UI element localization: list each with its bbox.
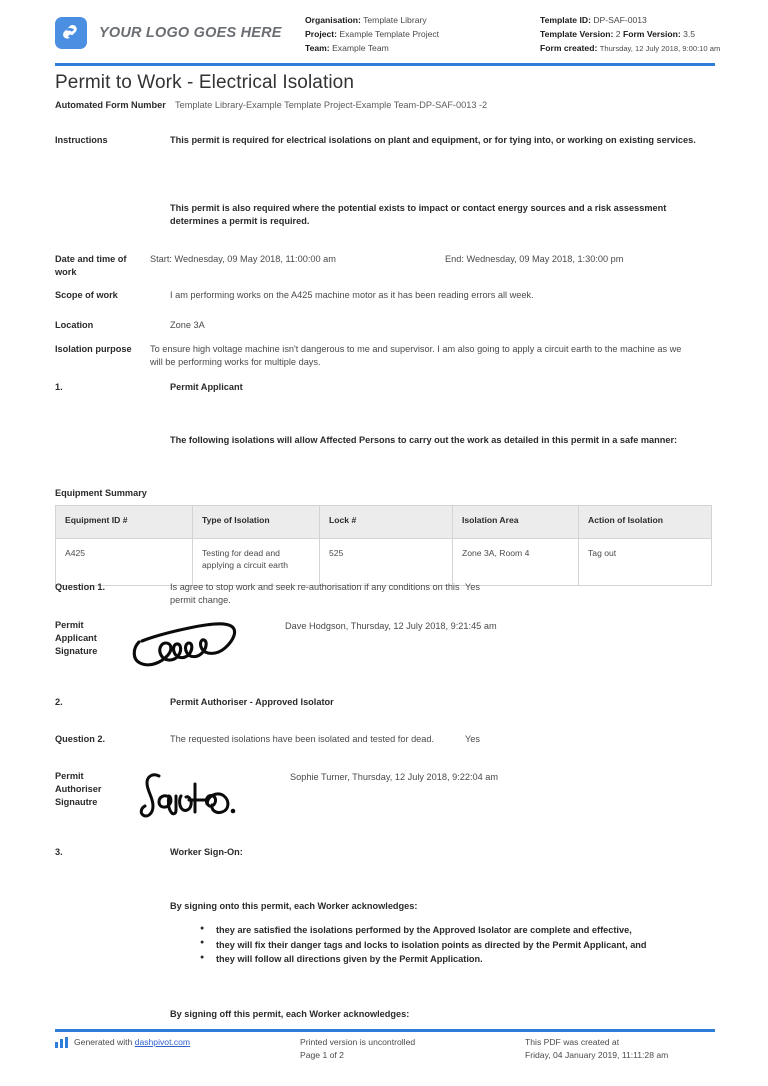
meta-team-value: Example Team	[332, 42, 389, 53]
question-body	[170, 733, 715, 746]
meta-form-created-label: Form created:	[540, 42, 598, 53]
field-label: Date and time of work	[55, 254, 127, 278]
section-3-heading-row	[55, 846, 715, 859]
field-value: Template Library-Example Template Project-Example Team-DP-SAF-0013 -2	[175, 100, 488, 110]
field-instructions-secondary	[55, 202, 715, 229]
permit-applicant-signature-row	[55, 619, 715, 669]
handwritten-signature-sophie-turner	[125, 770, 290, 822]
table-header-row	[56, 506, 712, 539]
question-label: Question 1.	[55, 582, 106, 592]
footer-uncontrolled-note: Printed version is uncontrolled	[300, 1037, 416, 1047]
meta-template-id-value: DP-SAF-0013	[593, 15, 647, 25]
question-text: Is agree to stop work and seek re-authorisation if any conditions on this permit change.	[170, 582, 460, 606]
cell-lock: 525	[320, 539, 453, 586]
dashpivot-s-logo-icon	[55, 17, 87, 49]
cell-type-of-isolation: Testing for dead and applying a circuit earth	[193, 539, 320, 586]
field-scope-of-work	[55, 289, 715, 302]
column-header-lock: Lock #	[320, 506, 453, 539]
meta-template-version-label: Template Version:	[540, 28, 614, 39]
cell-equipment-id: A425	[56, 539, 193, 586]
header-accent-rule	[55, 63, 715, 66]
list-item: ● they will follow all directions given by the Permit Application.	[200, 953, 745, 967]
field-value: To ensure high voltage machine isn't dangerous to me and supervisor. I am also going to apply a circuit earth to the machine as we will be performing works for multiple days.	[150, 344, 682, 368]
meta-form-version-value: 3.5	[683, 28, 696, 39]
sign-on-intro: By signing onto this permit, each Worker acknowledges:	[170, 901, 418, 911]
logo-block	[55, 14, 305, 49]
cell-isolation-area: Zone 3A, Room 4	[453, 539, 579, 586]
meta-organisation-label: Organisation:	[305, 15, 361, 25]
footer-generated-by	[55, 1036, 300, 1063]
field-value: I am performing works on the A425 machine motor as it has been reading errors all week.	[170, 290, 534, 300]
section-heading: Permit Authoriser - Approved Isolator	[170, 697, 334, 707]
column-header-equipment-id: Equipment ID #	[56, 506, 193, 539]
field-value: Zone 3A	[170, 320, 205, 330]
header-meta-right	[540, 14, 720, 56]
field-label: Isolation purpose	[55, 344, 132, 354]
list-item: ● they will fix their danger tags and locks to isolation points as directed by the Permit Applicant, and	[200, 939, 745, 953]
meta-form-version-label: Form Version:	[622, 28, 681, 39]
footer-created-label: This PDF was created at	[525, 1037, 620, 1047]
header-meta-left	[305, 14, 540, 56]
question-body	[170, 581, 715, 608]
field-label: Scope of work	[55, 290, 118, 300]
section-1-heading-row	[55, 381, 715, 394]
meta-team-label: Team:	[305, 42, 330, 53]
work-start-datetime: Start: Wednesday, 09 May 2018, 11:00:00 am	[150, 254, 336, 264]
footer-accent-rule	[55, 1029, 715, 1032]
section-heading: Worker Sign-On:	[170, 847, 243, 857]
cell-action-of-isolation: Tag out	[579, 539, 712, 586]
field-label: Instructions	[55, 135, 108, 145]
sign-on-intro-row	[55, 900, 715, 913]
page-title: Permit to Work - Electrical Isolation	[55, 72, 354, 93]
question-1-row	[55, 581, 715, 608]
logo-text: YOUR LOGO GOES HERE	[99, 25, 282, 41]
question-answer: Yes	[465, 582, 480, 592]
sign-off-intro: By signing off this permit, each Worker acknowledges:	[170, 1009, 410, 1019]
field-date-and-time-of-work	[55, 253, 715, 279]
handwritten-signature-dave-hodgson	[125, 619, 285, 669]
dashpivot-link[interactable]: dashpivot.com	[134, 1037, 191, 1047]
field-location	[55, 319, 715, 332]
field-isolation-purpose	[55, 343, 715, 370]
meta-versions	[540, 28, 720, 42]
footer-created-info	[525, 1036, 715, 1063]
isolation-statement: The following isolations will allow Affected Persons to carry out the work as detailed in this permit in a safe manner:	[170, 435, 678, 445]
signature-meta: Dave Hodgson, Thursday, 12 July 2018, 9:21:45 am	[285, 621, 497, 631]
meta-team	[305, 42, 540, 56]
meta-form-created-value: Thursday, 12 July 2018, 9:00:10 am	[599, 43, 721, 53]
work-end-datetime: End: Wednesday, 09 May 2018, 1:30:00 pm	[445, 254, 624, 264]
section-heading: Permit Applicant	[170, 382, 243, 392]
meta-template-id	[540, 14, 720, 28]
document-footer	[55, 1036, 715, 1063]
document-header	[55, 14, 721, 60]
equipment-summary-caption: Equipment Summary	[55, 488, 147, 498]
meta-organisation	[305, 14, 540, 28]
footer-print-status	[300, 1036, 525, 1063]
equipment-summary-table	[55, 505, 712, 586]
signature-label: Permit Authoriser Signautre	[55, 771, 102, 808]
section-number: 1.	[55, 382, 63, 392]
bar-chart-icon	[55, 1037, 68, 1048]
field-value: This permit is also required where the potential exists to impact or contact energy sources and a risk assessment determines a permit is required.	[170, 203, 667, 227]
meta-project-value: Example Template Project	[339, 28, 440, 39]
column-header-isolation-area: Isolation Area	[453, 506, 579, 539]
list-item: ● they are satisfied the isolations performed by the Approved Isolator are complete and effective,	[200, 924, 745, 938]
section-1-statement-row	[55, 434, 715, 447]
footer-generated-prefix: Generated with	[74, 1037, 133, 1047]
meta-form-created	[540, 42, 720, 56]
field-instructions	[55, 134, 715, 147]
meta-template-version-value: 2	[615, 28, 621, 39]
field-automated-form-number	[55, 99, 715, 112]
meta-template-id-label: Template ID:	[540, 15, 591, 25]
column-header-type-of-isolation: Type of Isolation	[193, 506, 320, 539]
sign-on-acknowledgement-list	[170, 924, 745, 968]
section-2-heading-row	[55, 696, 715, 709]
meta-project-label: Project:	[305, 28, 337, 39]
footer-page-number: Page 1 of 2	[300, 1050, 344, 1061]
permit-authoriser-signature-row	[55, 770, 715, 822]
section-number: 3.	[55, 847, 63, 857]
question-answer: Yes	[465, 734, 480, 744]
sign-off-intro-row	[55, 1008, 715, 1021]
signature-meta: Sophie Turner, Thursday, 12 July 2018, 9:22:04 am	[290, 772, 499, 782]
field-label: Location	[55, 320, 94, 330]
signature-label: Permit Applicant Signature	[55, 620, 98, 657]
footer-created-value: Friday, 04 January 2019, 11:11:28 am	[525, 1050, 669, 1061]
question-label: Question 2.	[55, 734, 106, 744]
section-number: 2.	[55, 697, 63, 707]
meta-project	[305, 28, 540, 42]
meta-organisation-value: Template Library	[363, 15, 427, 25]
field-label: Automated Form Number	[55, 100, 166, 110]
column-header-action-of-isolation: Action of Isolation	[579, 506, 712, 539]
question-text: The requested isolations have been isolated and tested for dead.	[170, 734, 435, 744]
field-value: This permit is required for electrical isolations on plant and equipment, or for tying into, or working on existing services.	[170, 135, 696, 145]
field-value-group	[150, 253, 715, 266]
table-row	[56, 539, 712, 586]
question-2-row	[55, 733, 715, 746]
